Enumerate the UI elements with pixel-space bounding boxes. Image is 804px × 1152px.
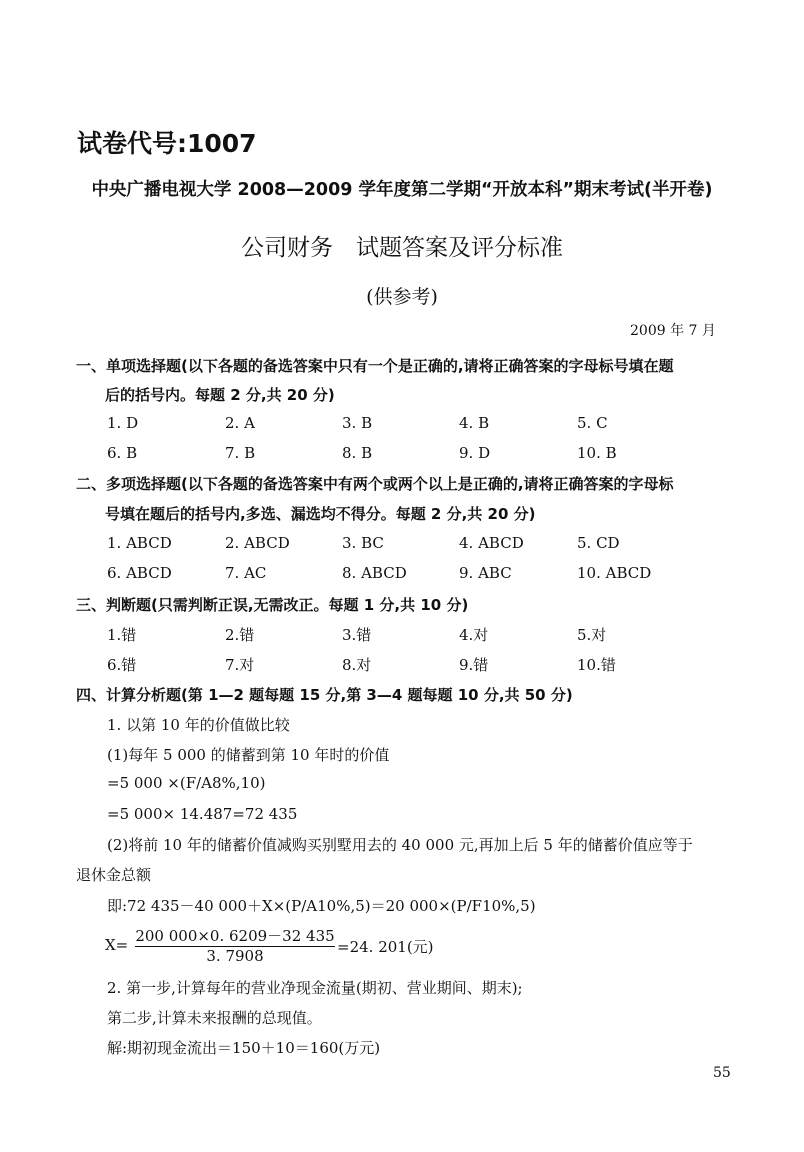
answer-item: 8.对 <box>342 656 372 674</box>
page-number: 55 <box>713 1065 731 1081</box>
section2-title-line1: 二、多项选择题(以下各题的备选答案中有两个或两个以上是正确的,请将正确答案的字母标 <box>76 475 674 493</box>
section3-title: 三、判断题(只需判断正误,无需改正。每题 1 分,共 10 分) <box>76 596 469 614</box>
exam-title: 中央广播电视大学 2008—2009 学年度第二学期“开放本科”期末考试(半开卷) <box>91 180 713 200</box>
fraction-lhs: X= <box>105 936 129 954</box>
answer-item: 4.对 <box>459 626 489 644</box>
answer-item: 1.错 <box>107 626 137 644</box>
fraction-result: =24. 201(元) <box>337 938 434 956</box>
calc-line: 2. 第一步,计算每年的营业净现金流量(期初、营业期间、期末); <box>107 979 523 997</box>
answer-item: 9.错 <box>459 656 489 674</box>
section1-title-line2: 后的括号内。每题 2 分,共 20 分) <box>105 386 335 404</box>
answer-item: 2. ABCD <box>225 534 290 552</box>
answer-item: 8. B <box>342 444 373 462</box>
calc-line: (1)每年 5 000 的储蓄到第 10 年时的价值 <box>107 746 390 764</box>
answer-item: 5. CD <box>577 534 620 552</box>
calc-line: 即:72 435－40 000＋X×(P/A10%,5)＝20 000×(P/F10%,5) <box>107 897 536 915</box>
answer-item: 6. ABCD <box>107 564 172 582</box>
answer-item: 8. ABCD <box>342 564 407 582</box>
calc-line: 1. 以第 10 年的价值做比较 <box>107 716 290 734</box>
calc-line: 解:期初现金流出＝150＋10＝160(万元) <box>107 1039 381 1057</box>
answer-item: 3.错 <box>342 626 372 644</box>
paper-code: 试卷代号:1007 <box>77 129 257 158</box>
answer-item: 10.错 <box>577 656 616 674</box>
answer-item: 5.对 <box>577 626 607 644</box>
calc-line: 第二步,计算未来报酬的总现值。 <box>107 1009 322 1027</box>
answer-item: 7. B <box>225 444 256 462</box>
answer-item: 9. ABC <box>459 564 512 582</box>
calc-line: (2)将前 10 年的储蓄价值减购买别墅用去的 40 000 元,再加上后 5 年的储蓄价值应等于 <box>107 836 693 854</box>
answer-item: 1. D <box>107 414 139 432</box>
subject-title: 公司财务 试题答案及评分标准 <box>241 235 563 261</box>
answer-item: 3. BC <box>342 534 384 552</box>
answer-item: 4. B <box>459 414 490 432</box>
calc-line: 退休金总额 <box>76 866 152 884</box>
answer-item: 2. A <box>225 414 255 432</box>
answer-item: 9. D <box>459 444 491 462</box>
answer-item: 5. C <box>577 414 608 432</box>
exam-date: 2009 年 7 月 <box>630 323 716 339</box>
answer-item: 10. ABCD <box>577 564 652 582</box>
answer-item: 7. AC <box>225 564 267 582</box>
section1-title-line1: 一、单项选择题(以下各题的备选答案中只有一个是正确的,请将正确答案的字母标号填在题 <box>76 357 674 375</box>
answer-item: 7.对 <box>225 656 255 674</box>
calc-line: =5 000 ×(F/A8%,10) <box>107 774 266 792</box>
fraction-denominator: 3. 7908 <box>206 947 264 965</box>
section2-title-line2: 号填在题后的括号内,多选、漏选均不得分。每题 2 分,共 20 分) <box>105 505 536 523</box>
fraction-numerator: 200 000×0. 6209－32 435 <box>135 927 335 945</box>
answer-item: 1. ABCD <box>107 534 172 552</box>
answer-item: 3. B <box>342 414 373 432</box>
answer-item: 10. B <box>577 444 617 462</box>
answer-item: 2.错 <box>225 626 255 644</box>
reference-note: (供参考) <box>366 286 438 308</box>
section4-title: 四、计算分析题(第 1—2 题每题 15 分,第 3—4 题每题 10 分,共 50 分) <box>76 686 573 704</box>
answer-item: 6.错 <box>107 656 137 674</box>
answer-item: 6. B <box>107 444 138 462</box>
answer-item: 4. ABCD <box>459 534 524 552</box>
calc-line: =5 000× 14.487=72 435 <box>107 805 298 823</box>
